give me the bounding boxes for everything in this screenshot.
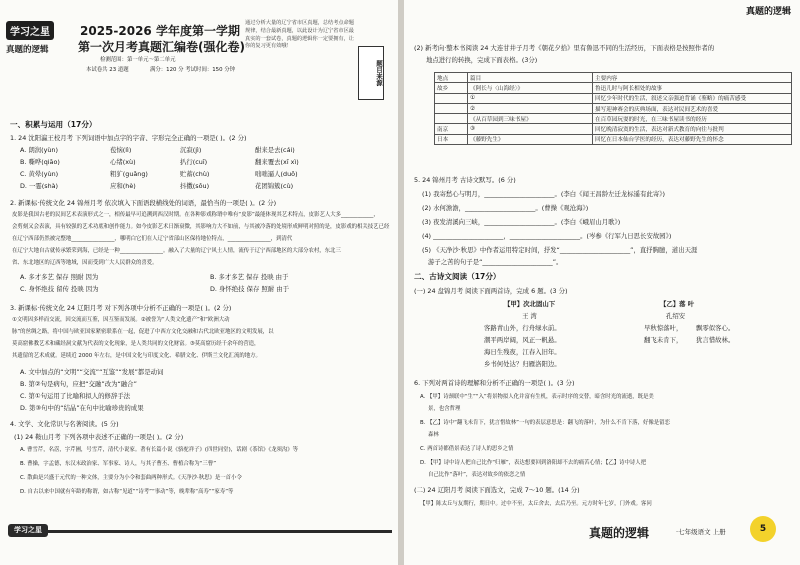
q3-opt-d: D. 第③句中的“结晶”在句中比喻珍贵的成果 xyxy=(20,404,144,412)
table-cell: 鲁迅儿时与阿长相处的故事 xyxy=(593,83,792,93)
poem-b-line-2: 飘零似客心。 xyxy=(696,324,735,332)
question-4: 4. 文学、文化常识与名著阅读。(5 分) xyxy=(10,420,119,428)
exam-title-line2: 第一次月考真题汇编卷(强化卷) xyxy=(78,40,245,54)
q6-opt-a: A. 【甲】诗颈联中“生”“入”将景物拟人化并富有生机，表示时序的交替，暗含时光的流逝，既是美 xyxy=(420,394,654,400)
source-tag: 题目来源 xyxy=(358,46,384,100)
right-page xyxy=(404,0,800,565)
q5-line-4: (4) ______________________，______________________。(岑参《行军九日思长安故园》) xyxy=(422,232,672,240)
question-3: 3. 新课标·传统文化 24 辽阳月考 对下列各项中分析不正确的一项是( )。(2 分) xyxy=(10,304,232,312)
q6-opt-b-cont: 森林 xyxy=(428,432,439,438)
table-cell: 回忆在日本仙台学医的经历，表达对藤野先生的怀念 xyxy=(593,134,792,144)
page-header: 真题的逻辑 xyxy=(746,7,792,17)
table-cell: 《阿长与〈山海经〉》 xyxy=(468,83,593,93)
table-cell xyxy=(435,114,468,124)
q1-opt-b2: 心绪(xù) xyxy=(110,158,136,166)
table-cell: 描写迎神赛会的庆典场面，表达对民间艺术的喜爱 xyxy=(593,103,792,113)
question-6: 6. 下列对两首诗的理解和分析不正确的一项是( )。(3 分) xyxy=(414,379,575,387)
q6-opt-a-cont: 景，也含哲理 xyxy=(428,406,461,412)
page-number: 5 xyxy=(750,516,776,542)
q1-opt-a4: 酣来是去(cái) xyxy=(255,146,295,154)
table-header-place: 地点 xyxy=(435,73,468,83)
poem-b-author: 孔绍安 xyxy=(666,312,686,320)
q1-opt-d1: D. 一霎(shà) xyxy=(20,182,59,190)
q1-opt-d3: 抖擞(sǒu) xyxy=(180,182,210,190)
question-2: 2. 新课标·传统文化 24 锦州月考 依次填入下面语段横线处的词语，最恰当的一项是( )。(2 分) xyxy=(10,199,277,207)
section-2-heading: 二、古诗文阅读（17分） xyxy=(414,272,501,281)
poem-a-line-3: 海日生残夜，江春入旧年。 xyxy=(484,348,561,356)
q1-opt-c4: 咄咄逼人(duō) xyxy=(255,170,298,178)
q1-opt-a2: 苞恼(lì) xyxy=(110,146,132,154)
table-cell: 回忆少年时代的生活，叙述父亲强迫背诵《鉴略》的痛苦感受 xyxy=(593,93,792,103)
q2-para-3: 在辽宁西部仍然被完整地________________，哪明白它们在人辽宁省部山区保持地位特点，________________，到清代 xyxy=(12,236,293,242)
q1-opt-a1: A. 朗润(yùn) xyxy=(20,146,58,154)
left-page xyxy=(0,0,398,565)
poem-a-author: 王 湾 xyxy=(522,312,537,320)
table-cell xyxy=(435,93,468,103)
section-1-heading: 一、积累与运用（17分） xyxy=(10,120,97,129)
table-row xyxy=(435,93,792,103)
question-5: 5. 24 锦州月考 古诗文默写。(6 分) xyxy=(414,176,516,184)
table-cell: 故乡 xyxy=(435,83,468,93)
question-4-1: (1) 24 鞍山月考 下列各项中表述不正确的一项是( )。(2 分) xyxy=(14,433,184,441)
q2-para-2: 会剪刻又会表演，具有较强的艺术功底和创作能力。如今皮影艺术日渐衰微，其影响力大不如前，与其被冷落的处境形成鲜明对照的是，皮影戏的相关技艺已经 xyxy=(12,224,390,230)
logo-sub: 真题的逻辑 xyxy=(6,45,49,55)
q1-opt-c1: C. 黄晕(yùn) xyxy=(20,170,59,178)
q1-opt-b1: B. 嘶哗(qiāo) xyxy=(20,158,60,166)
table-cell: 回忆晚清寂寞的生活，表达对新式教育的向往与批判 xyxy=(593,124,792,134)
q1-opt-a3: 沉寂(jì) xyxy=(180,146,202,154)
table-cell: 《藤野先生》 xyxy=(468,134,593,144)
question-1: 1. 24 沈阳瀛王校月考 下列词语中加点字的字音、字形完全正确的一项是( )。(2 分) xyxy=(10,134,247,142)
q2-opt-b: B. 多才多艺 保存 投映 由于 xyxy=(210,273,289,281)
logo-top: 学习之星 xyxy=(6,21,54,40)
poem-a-line-2: 潮平两岸阔，风正一帆悬。 xyxy=(484,336,561,344)
q1-opt-c3: 贮蓄(chù) xyxy=(180,170,210,178)
q5-line-2: (2) 水何澹澹，______________________。(曹操《观沧海》) xyxy=(422,204,589,212)
table-cell: ② xyxy=(468,103,593,113)
q5-line-3: (3) 夜发清溪向三峡，______________________。(李白《峨眉山月歌》) xyxy=(422,218,621,226)
intro-text: 通过分析大量的辽宁省市区真题，总结考点命题规律，结合最新真题，以此设计为辽宁省市区最真实的一套试卷，真题的逻辑你一定要拥有，让你的复习更有效哦！ xyxy=(245,20,354,50)
q6-opt-d: D. 【甲】诗中诗人把自己比作“归雁”，表达想要回到洛阳却不去的痛苦心情；【乙】诗中诗人把 xyxy=(420,460,647,466)
footer-logo: 学习之星 xyxy=(8,524,48,537)
table-cell xyxy=(435,103,468,113)
passage-start: 【甲】陈太丘与友期行，期日中。过中不至，太丘舍去，去后乃至。元方时年七岁，门外戏。客问 xyxy=(420,501,652,507)
section-2-1: (一) 24 盘锦月考 阅读下面两首诗，完成 6 题。(3 分) xyxy=(414,287,568,295)
q3-opt-c: C. 第①句运用了比喻和拟人的修辞手法 xyxy=(20,392,131,400)
q4-opt-c: C. 散曲是兴盛于元代的一种文体，主要分为小令和套曲两种形式。《天净沙·秋思》是一首小令 xyxy=(20,475,242,481)
table-header-content: 主要内容 xyxy=(593,73,792,83)
q4-opt-b: B. 曹操，字孟德，东汉末政治家、军事家、诗人，与其子曹丕、曹植合称为“三曹” xyxy=(20,461,216,467)
table-cell: ① xyxy=(468,93,593,103)
q4-2-intro-2: 地点进行的转换，完成下面表格。(3分) xyxy=(426,56,538,64)
q1-opt-c2: 粗犷(guǎng) xyxy=(110,170,148,178)
table-row xyxy=(435,83,792,93)
q5-line-5: (5) 《天净沙·秋思》中作者运用特定时间，抒发“______________________”，直抒胸臆，道出天涯 xyxy=(422,246,698,254)
meta: 本试卷共 23 道题 xyxy=(86,67,129,73)
q5-line-6: 游子之苦的句子是“______________________”。 xyxy=(428,258,563,266)
poem-a-line-1: 客路青山外，行舟绿水前。 xyxy=(484,324,561,332)
poem-b-line-4: 犹言惜故林。 xyxy=(696,336,735,344)
footer-brand: 真题的逻辑 xyxy=(589,526,650,540)
q1-opt-d2: 应和(hè) xyxy=(110,182,136,190)
exam-title-line1: 2025-2026 学年度第一学期 xyxy=(80,24,240,38)
q6-opt-b: B. 【乙】诗中“翻飞未肯下，犹言惜故林”一句的表层意思是：翻飞的落叶，为什么不肯下落，好像是留恋 xyxy=(420,420,670,426)
q3-opt-a: A. 文中加点的“文明”“交流”“互鉴”“发展”都是动词 xyxy=(20,368,164,376)
poem-a-title: 【甲】次北固山下 xyxy=(504,300,556,308)
q1-opt-b4: 翻来覆去(xī xì) xyxy=(255,158,299,166)
time-info: 满分：120 分 考试时间：150 分钟 xyxy=(150,67,236,73)
table-cell: 日本 xyxy=(435,134,468,144)
q2-para-4: 在辽宁大地自古就传承繁荣到海，已经是一种________________。融入了大量的辽宁风土人情，流传于辽宁西部地区的大部分农村，东北三 xyxy=(12,248,341,254)
q2-para-1: 皮影是我国古老的民间艺术表演形式之一，相传最早可追溯到西汉时期。在各种影戏称谓中唯有“皮影”最能体现其艺术特点，皮影艺人大多____________， xyxy=(12,212,379,218)
q2-para-5: 省、东北地区的辽西等地域，因而受到广大人民群众的喜爱。 xyxy=(12,260,158,266)
table-row xyxy=(435,114,792,124)
q3-para-4: 其遗留的艺术成就。延续近 2000 年左右，是中国文化与印度文化、希腊文化、伊斯兰文化汇流的地方。 xyxy=(12,353,261,359)
table-cell: 《从百草园到三味书屋》 xyxy=(468,114,593,124)
reading-table xyxy=(434,72,792,145)
q5-line-1: (1) 我寄愁心与明月，______________________。(李白《闻王昌龄左迁龙标遥有此寄》) xyxy=(422,190,665,198)
q3-para-3: 莫高窟佛教艺术和藏经洞文献为代表的文化现象，是人类共同的文化财富。③莫高窟历经千余年的营造， xyxy=(12,341,260,347)
table-row xyxy=(435,134,792,144)
table-row xyxy=(435,103,792,113)
q3-para-2: 脉”的丝绸之路，将中国与欧亚国家紧密联系在一起，促进了中西方文化交融和古代北欧亚地区的文明发展，以 xyxy=(12,329,274,335)
scope: 检测范围：第一单元～第二单元 xyxy=(100,57,176,63)
q6-opt-d-cont: 自己比作“落叶”，表达对故乡的依恋之情 xyxy=(428,472,526,478)
q6-opt-c: C. 两首诗都借景表达了诗人的思乡之情 xyxy=(420,446,514,452)
q2-opt-a: A. 多才多艺 保存 照耐 因为 xyxy=(20,273,99,281)
table-cell: ③ xyxy=(468,124,593,134)
q2-opt-c: C. 身怀绝技 留传 投映 因为 xyxy=(20,285,99,293)
q4-opt-d: D. 自古以来中国就有年龄的称谓，如古称“见道”“诗考”“事动”等，晚辈称“高寿”“家寿”等 xyxy=(20,489,234,495)
section-2-2: (二) 24 辽阳月考 阅读下面选文，完成 7～10 题。(14 分) xyxy=(414,486,580,494)
table-row xyxy=(435,124,792,134)
q3-opt-b: B. 第②句是病句，应把“交融”改为“融合” xyxy=(20,380,137,388)
table-cell: 在百草园玩耍的时光，在三味书屋读书的经历 xyxy=(593,114,792,124)
footer-grade: ·七年级语文 上册 xyxy=(676,528,726,536)
q4-opt-a: A. 曹雪芹，名霑，字芹圃，号雪芹，清代小说家。著有长篇小说《骆驼祥子》(四世同堂)，话剧《茶馆》《龙须沟》等 xyxy=(20,447,299,453)
q2-opt-d: D. 身怀绝技 保存 照耐 由于 xyxy=(210,285,289,293)
q4-2-intro: (2) 新考向·整本书阅读 24 大连甘井子月考《朝花夕拾》里有鲁迅不同的生活经历，下面表格是按照作者的 xyxy=(414,44,715,52)
table-cell: 南京 xyxy=(435,124,468,134)
q1-opt-b3: 扒行(cuī) xyxy=(180,158,208,166)
q3-para-1: ①文明因多样而交流，因交流而互鉴，因互鉴而发展。②被誉为“人类文化遗产”和“欧洲大动 xyxy=(12,317,230,323)
poem-b-line-1: 早秋惊落叶， xyxy=(644,324,683,332)
table-header-title: 篇目 xyxy=(468,73,593,83)
poem-b-title: 【乙】落 叶 xyxy=(660,300,695,308)
brand-logo xyxy=(6,20,68,62)
q1-opt-d4: 花团锦簇(cù) xyxy=(255,182,294,190)
poem-a-line-4: 乡书何处达？归雁洛阳边。 xyxy=(484,360,561,368)
poem-b-line-3: 翻飞未肯下， xyxy=(644,336,683,344)
footer-bar xyxy=(48,530,392,533)
